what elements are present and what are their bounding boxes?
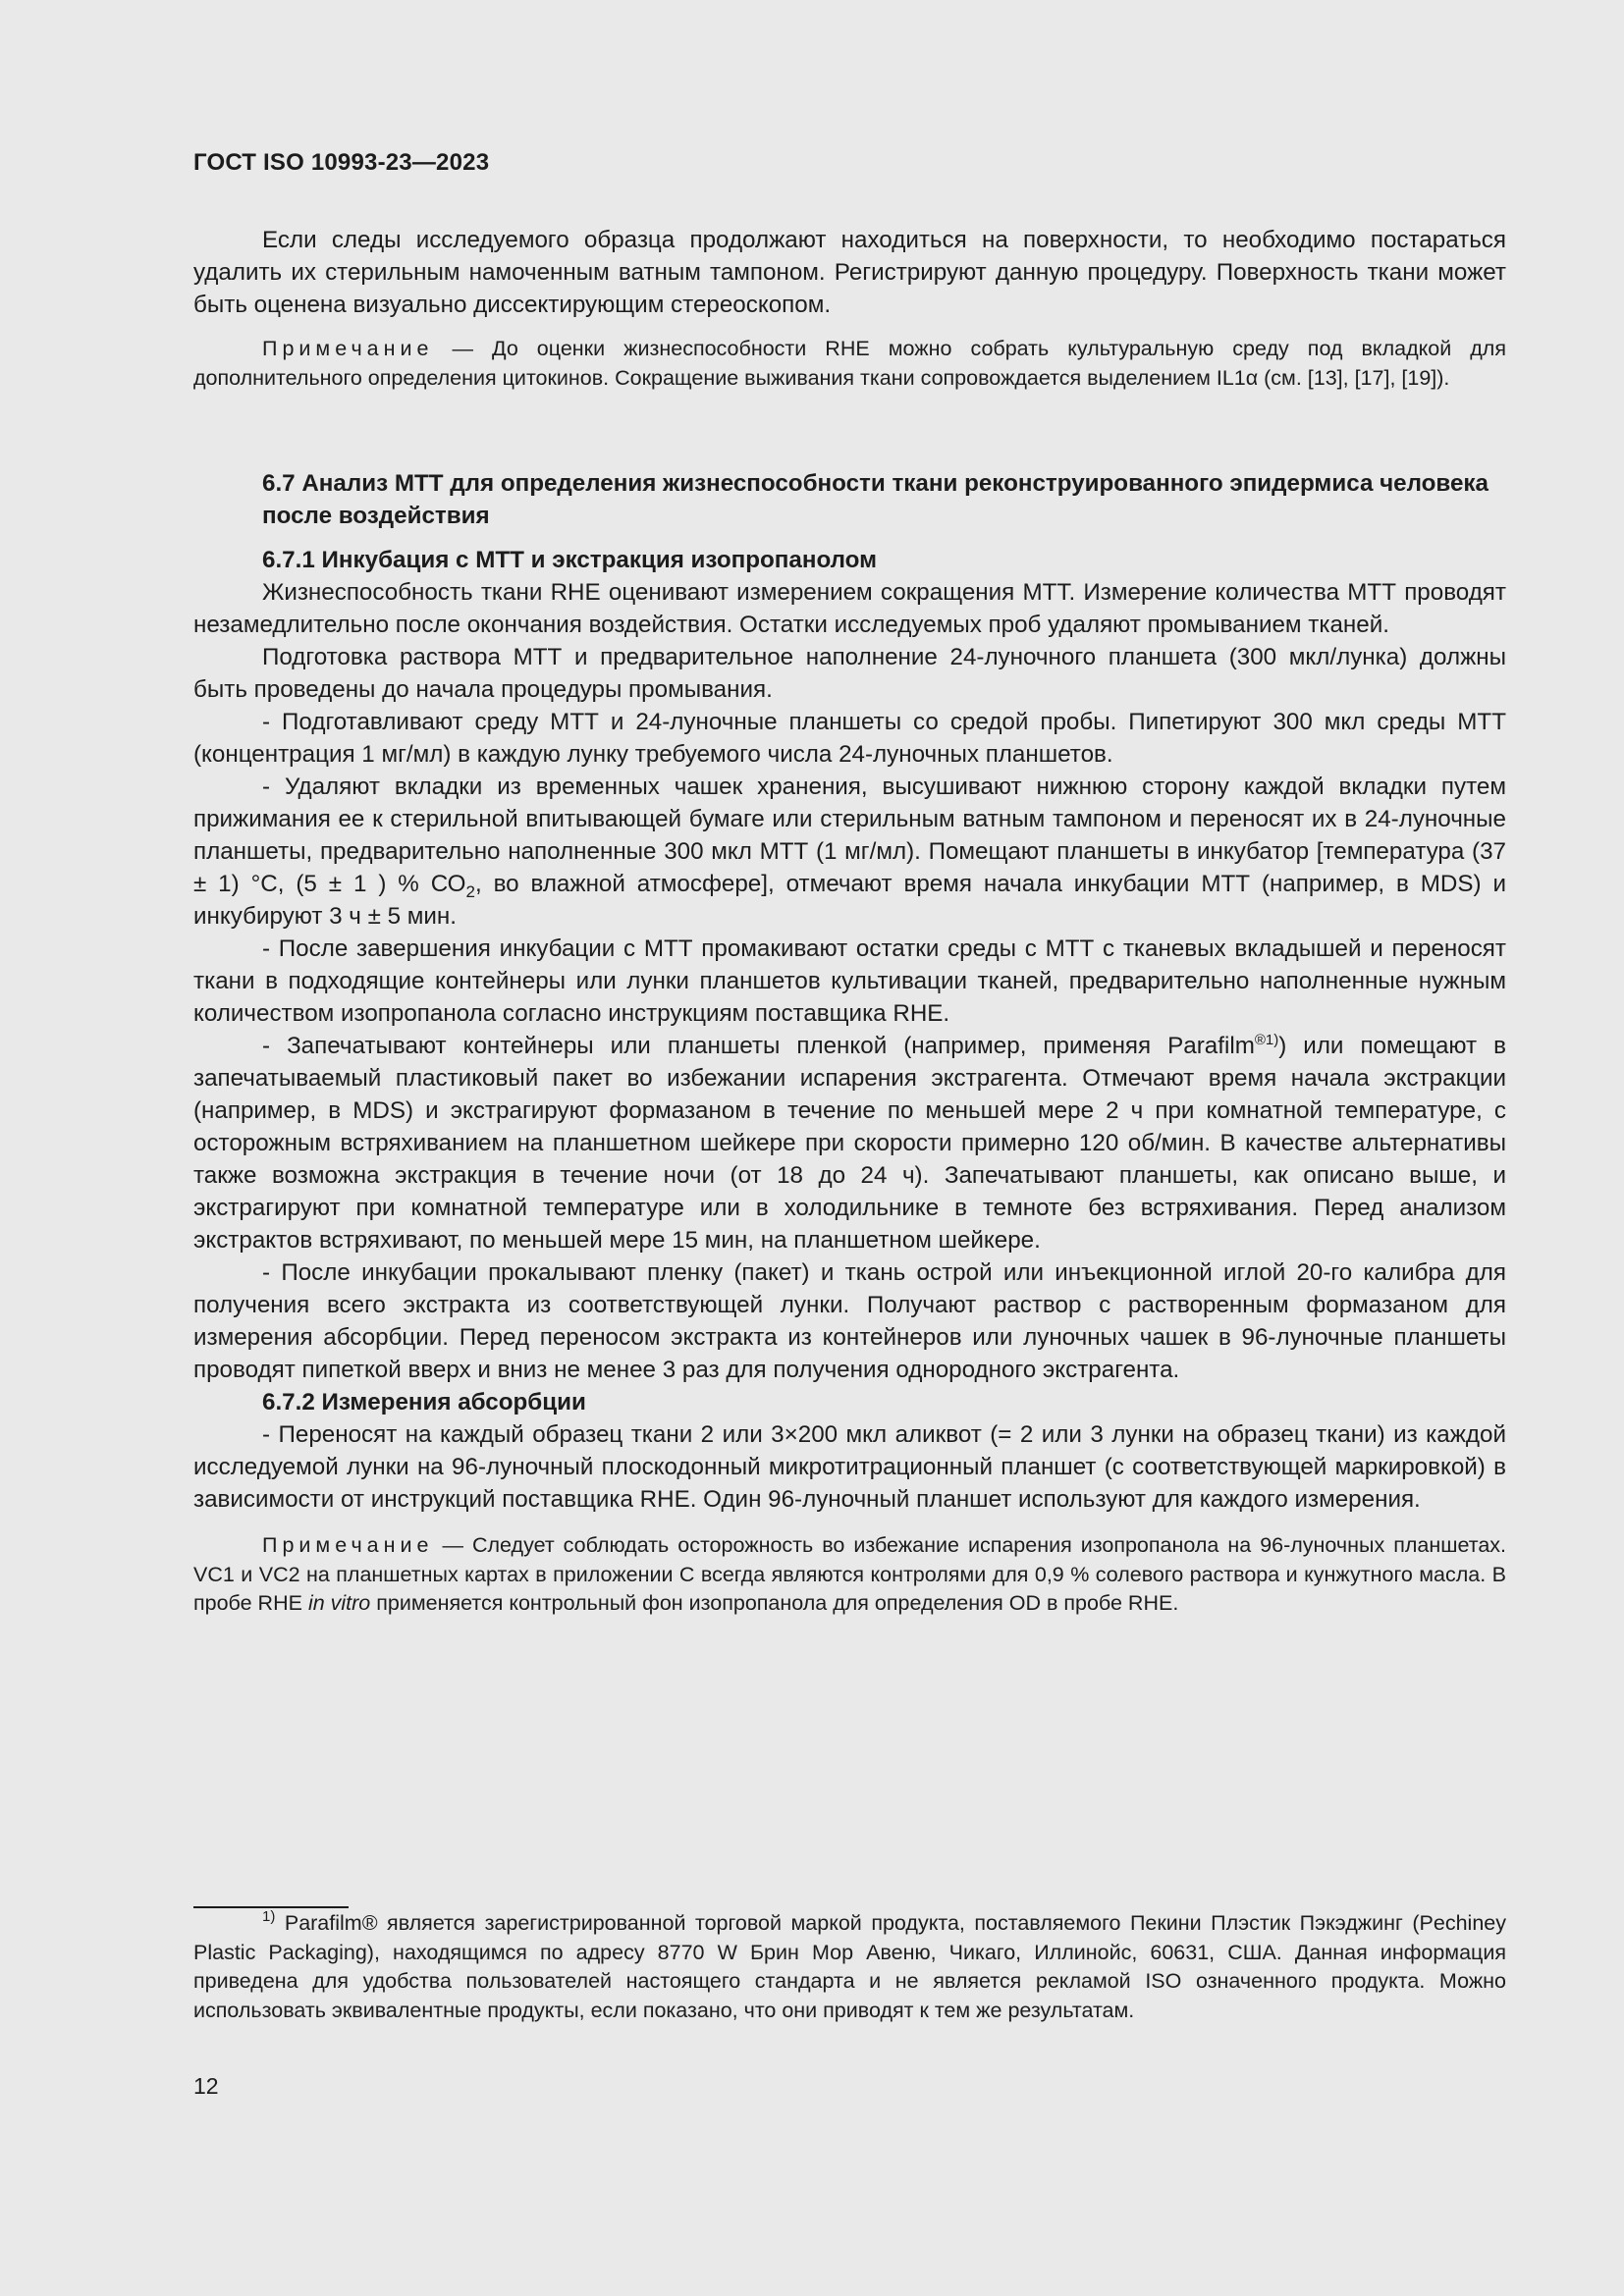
note-text: применяется контрольный фон изопропанола для определения OD в пробе RHE. [370, 1591, 1179, 1615]
list-item: - Подготавливают среду МТТ и 24-луночные планшеты со средой пробы. Пипетируют 300 мкл среды МТТ (концентрация 1 мг/мл) в каждую лунку требуемого числа 24-луночных планшетов. [193, 709, 1506, 768]
note-label: Примечание [262, 1533, 434, 1557]
list-item [193, 771, 1506, 933]
list-item: - После инкубации прокалывают пленку (пакет) и ткань острой или инъекционной иглой 20-го калибра для получения всего экстракта из соответствующей лунки. Получают раствор с растворенным формазаном для измерения абсорбции. Перед переносом экстракта из контейнеров или луночных чашек в 96-луночные планшеты проводят пипеткой вверх и вниз не менее 3 раз для получения однородного экстрагента. [193, 1259, 1506, 1383]
list-item [193, 1030, 1506, 1256]
list-item-text: ) или помещают в запечатываемый пластиковый пакет во избежании испарения экстрагента. Отмечают время начала экстракции (например, в MDS) и экстрагируют формазаном в течение по меньшей мере 2 ч при комнатной температуре, с осторожным встряхиванием на планшетном шейкере при скорости примерно 120 об/мин. В качестве альтернативы также возможна экстракция в течение ночи (от 18 до 24 ч). Запечатывают планшеты, как описано выше, и экстрагируют при комнатной температуре или в холодильнике в темноте без встряхивания. Перед анализом экстрактов встряхивают, по меньшей мере 15 мин, на планшетном шейкере. [193, 1033, 1506, 1254]
note-emphasis: in vitro [307, 1591, 371, 1615]
section-heading: 6.7 Анализ МТТ для определения жизнеспособности ткани реконструированного эпидермиса человека после воздействия [262, 470, 1489, 529]
section-6-7 [193, 467, 1506, 1619]
footnote-ref: ®1) [1254, 1032, 1279, 1048]
paragraph: Подготовка раствора МТТ и предварительное наполнение 24-луночного планшета (300 мкл/лунка) должны быть проведены до начала процедуры промывания. [193, 644, 1506, 703]
note [193, 335, 1506, 393]
note-text: — Следует соблюдать осторожность во избежание испарения изопропанола на 96-луночных планшетах. VC1 и VC2 на планшетных картах в приложении С всегда являются контролями для 0,9 % солевого раствора и кунжутного масла. В пробе RHE [193, 1533, 1506, 1615]
note-text: — До оценки жизнеспособности RHE можно собрать культуральную среду под вкладкой для дополнительного определения цитокинов. Сокращение выживания ткани сопровождается выделением IL1α (см. [13], [17], [19]). [193, 337, 1506, 390]
intro-block [193, 224, 1506, 393]
list-item-text: - Запечатывают контейнеры или планшеты пленкой (например, применяя Parafilm [262, 1033, 1255, 1059]
footnote-text: Parafilm® является зарегистрированной торговой маркой продукта, поставляемого Пекини Плэстик Пэкэджинг (Pechiney Plastic Packaging), находящимся по адресу 8770 W Брин Мор Авеню, Чикаго, Иллинойс, 60631, США. Данная информация приведена для удобства пользователей настоящего стандарта и не является рекламой ISO означенного продукта. Можно использовать эквивалентные продукты, если показано, что они приводят к тем же результатам. [193, 1911, 1506, 2022]
paragraph: Если следы исследуемого образца продолжают находиться на поверхности, то необходимо постараться удалить их стерильным намоченным ватным тампоном. Регистрируют данную процедуру. Поверхность ткани может быть оценена визуально диссектирующим стереоскопом. [193, 227, 1506, 318]
list-item: - Переносят на каждый образец ткани 2 или 3×200 мкл аликвот (= 2 или 3 лунки на образец ткани) из каждой исследуемой лунки на 96-луночный плоскодонный микротитрационный планшет (с соответствующей маркировкой) в зависимости от инструкций поставщика RHE. Один 96-луночный планшет используют для каждого измерения. [193, 1421, 1506, 1513]
list-item: - После завершения инкубации с МТТ промакивают остатки среды с МТТ с тканевых вкладышей и переносят ткани в подходящие контейнеры или лунки планшетов культивации тканей, предварительно наполненные нужным количеством изопропанола согласно инструкциям поставщика RHE. [193, 935, 1506, 1027]
page-number: 12 [193, 2073, 219, 2099]
subsection-heading: 6.7.2 Измерения абсорбции [262, 1389, 586, 1415]
footnote-mark: 1) [262, 1908, 276, 1925]
paragraph: Жизнеспособность ткани RHE оценивают измерением сокращения МТТ. Измерение количества МТТ проводят незамедлительно после окончания воздействия. Остатки исследуемых проб удаляют промыванием тканей. [193, 579, 1506, 638]
list-item-text: , во влажной атмосфере], отмечают время начала инкубации МТТ (например, в MDS) и инкубируют 3 ч ± 5 мин. [193, 871, 1507, 930]
list-item-text: - Удаляют вкладки из временных чашек хранения, высушивают нижнюю сторону каждой вкладки путем прижимания ее к стерильной впитывающей бумаге или стерильным ватным тампоном и переносят их в 24-луночные планшеты, предварительно наполненные 300 мкл МТТ (1 мг/мл). Помещают планшеты в инкубатор [температура (37 ± 1) °С, (5 ± 1 ) % СО [193, 774, 1506, 897]
subsection-heading: 6.7.1 Инкубация с МТТ и экстракция изопропанолом [262, 547, 878, 573]
subscript: 2 [465, 882, 475, 901]
note [193, 1531, 1506, 1619]
note-label: Примечание [262, 337, 434, 360]
footnote [193, 1909, 1506, 2025]
document-header: ГОСТ ISO 10993-23—2023 [193, 149, 490, 176]
